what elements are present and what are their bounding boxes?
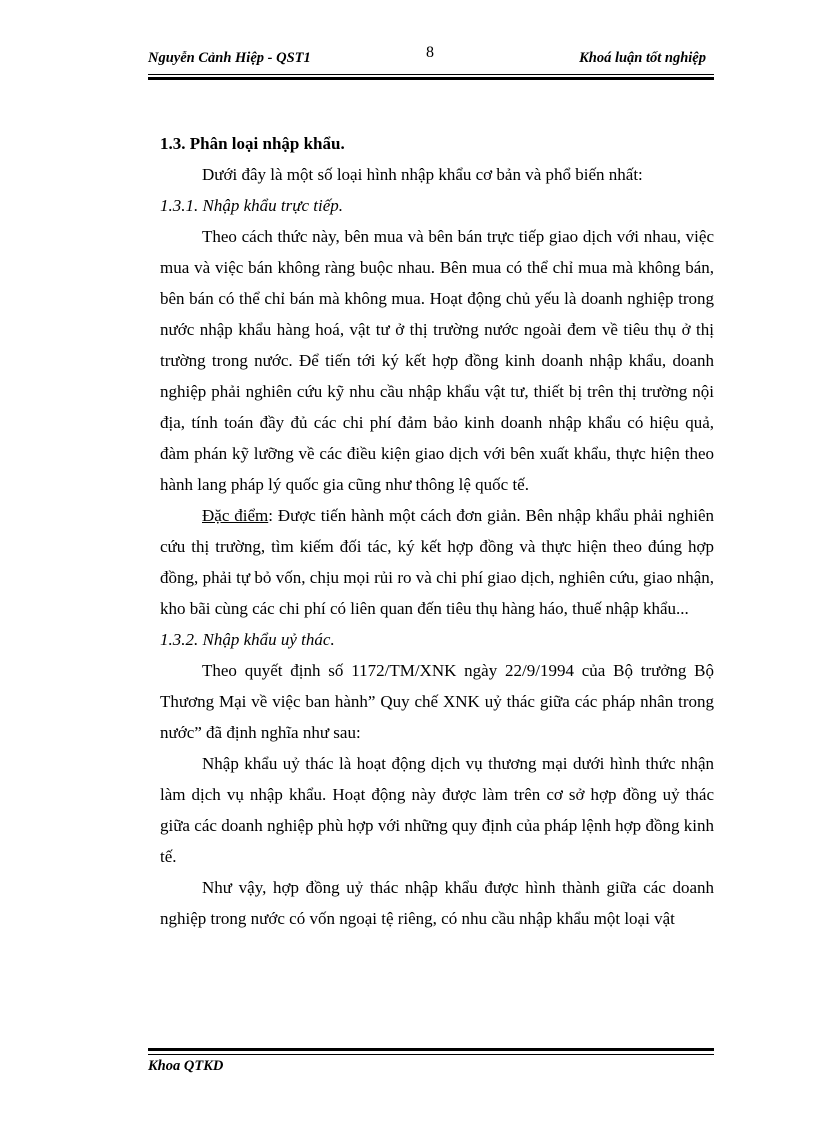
paragraph-direct-import: Theo cách thức này, bên mua và bên bán trực tiếp giao dịch với nhau, việc mua và việc bán không ràng buộc nhau. Bên mua có thể chỉ mua mà không bán, bên bán có thể chỉ bán mà không mua. Hoạt động chủ yếu là doanh nghiệp trong nước nhập khẩu hàng hoá, vật tư ở thị trường nước ngoài đem về tiêu thụ ở thị trường trong nước. Để tiến tới ký kết hợp đồng kinh doanh nhập khẩu, doanh nghiệp phải nghiên cứu kỹ nhu cầu nhập khẩu vật tư, thiết bị trên thị trường nội địa, tính toán đầy đủ các chi phí đảm bảo kinh doanh nhập khẩu có hiệu quả, đàm phán kỹ lưỡng về các điều kiện giao dịch với bên xuất khẩu, thực hiện theo hành lang pháp lý quốc gia cũng như thông lệ quốc tế. [160, 227, 714, 494]
section-intro: Dưới đây là một số loại hình nhập khẩu cơ bản và phổ biến nhất: [202, 165, 643, 184]
page-number: 8 [426, 44, 434, 61]
paragraph-entrusted-contract: Như vậy, hợp đồng uỷ thác nhập khẩu được hình thành giữa các doanh nghiệp trong nước có vốn ngoại tệ riêng, có nhu cầu nhập khẩu một loại vật [160, 878, 714, 928]
subsection-title-direct-import: 1.3.1. Nhập khẩu trực tiếp. [160, 196, 344, 215]
header-thesis-title: Khoá luận tốt nghiệp [579, 50, 706, 66]
subsection-title-entrusted-import: 1.3.2. Nhập khẩu uỷ thác. [160, 630, 335, 649]
paragraph-entrusted-definition: Nhập khẩu uỷ thác là hoạt động dịch vụ thương mại dưới hình thức nhận làm dịch vụ nhập khẩu. Hoạt động này được làm trên cơ sở hợp đồng uỷ thác giữa các doanh nghiệp phù hợp với những quy định của pháp lệnh hợp đồng kinh tế. [160, 754, 714, 866]
header-divider-thick [148, 77, 714, 80]
section-title: 1.3. Phân loại nhập khẩu. [160, 134, 345, 153]
header-author: Nguyễn Cảnh Hiệp - QST1 [148, 50, 311, 66]
document-body [160, 128, 714, 934]
paragraph-characteristics [160, 500, 714, 624]
characteristics-label: Đặc điểm [202, 506, 269, 525]
characteristics-text: : Được tiến hành một cách đơn giản. Bên nhập khẩu phải nghiên cứu thị trường, tìm kiếm đối tác, ký kết hợp đồng và thực hiện theo đúng hợp đồng, phải tự bỏ vốn, chịu mọi rủi ro và chi phí giao dịch, nghiên cứu, giao nhận, kho bãi cùng các chi phí có liên quan đến tiêu thụ hàng háo, thuế nhập khẩu... [160, 506, 715, 618]
paragraph-decision: Theo quyết định số 1172/TM/XNK ngày 22/9/1994 của Bộ trưởng Bộ Thương Mại về việc ban hành” Quy chế XNK uỷ thác giữa các pháp nhân trong nước” đã định nghĩa như sau: [160, 661, 714, 742]
page-header [148, 40, 714, 70]
header-divider-thin [148, 74, 714, 75]
footer-faculty: Khoa QTKD [148, 1058, 224, 1074]
footer-divider-thin [148, 1054, 714, 1055]
footer-divider-thick [148, 1048, 714, 1051]
